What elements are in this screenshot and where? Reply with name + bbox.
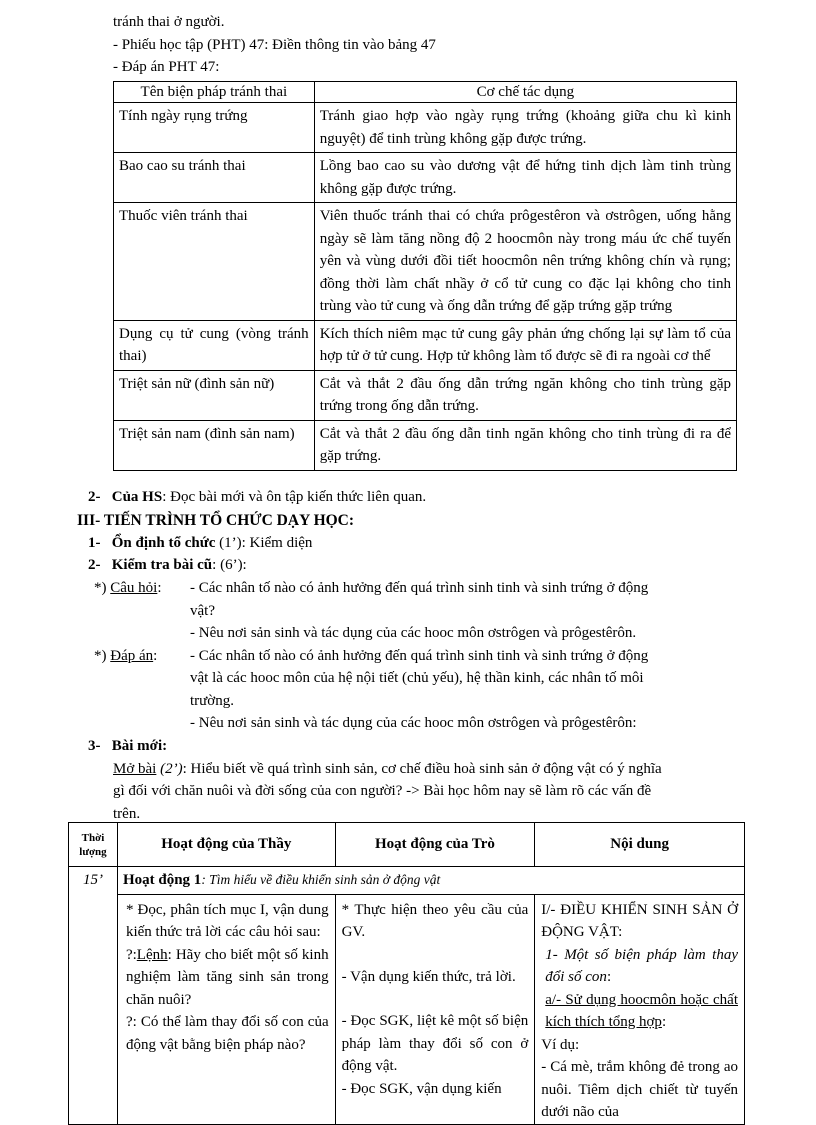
lesson-table-header-row: [69, 823, 745, 867]
student-cell: [335, 894, 535, 1124]
lesson-intro-label: Mở bài: [113, 761, 157, 777]
content-h3: [541, 989, 738, 1034]
answer-label: [94, 648, 157, 665]
method-cell: Dụng cụ tử cung (vòng tránh thai): [114, 320, 315, 370]
lesson-intro-line-3: trên.: [113, 806, 141, 822]
student-prep-text: : Đọc bài mới và ôn tập kiến thức liên quan.: [162, 489, 427, 505]
activity-body-row: [69, 894, 745, 1124]
table-row: [114, 153, 737, 203]
activity-label: Hoạt động 1: [122, 872, 202, 888]
teacher-p2-prefix: ?:: [125, 946, 137, 963]
student-p1: * Thực hiện theo yêu cầu của GV.: [341, 901, 529, 940]
question-line-1b: vật?: [190, 603, 215, 619]
content-example: Ví dụ:: [541, 1036, 580, 1053]
mechanism-cell: Cắt và thắt 2 đầu ống dẫn trứng ngăn không cho tinh trùng gặp trứng trong ống dẫn trứng.: [314, 370, 736, 420]
table-row: [114, 420, 737, 470]
teacher-p3: ?: Có thể làm thay đổi số con của động vật bằng biện pháp nào?: [125, 1014, 329, 1053]
student-prep-label: Của HS: [111, 489, 163, 505]
lesson-table: [68, 822, 745, 1125]
question-label: [94, 580, 162, 597]
header-content: Nội dung: [535, 823, 745, 867]
mechanism-cell: Tránh giao hợp vào ngày rụng trứng (khoảng giữa chu kì kinh nguyệt) để tinh trùng không gặp được trứng.: [314, 103, 736, 153]
intro-line-3: - Đáp án PHT 47:: [113, 59, 220, 75]
method-cell: Triệt sản nữ (đình sản nữ): [114, 370, 315, 420]
lesson-intro-line-1: [113, 761, 662, 778]
header-student: Hoạt động của Trò: [335, 823, 535, 867]
question-colon: :: [157, 580, 162, 596]
table-row: [114, 103, 737, 153]
step-3-num: 3-: [88, 738, 101, 754]
step-1-label: Ổn định tổ chức: [111, 535, 216, 551]
activity-time: 15’: [69, 867, 118, 1125]
intro-line-1: tránh thai ở người.: [113, 14, 225, 30]
section-title: III- TIẾN TRÌNH TỔ CHỨC DẠY HỌC:: [77, 512, 355, 529]
step-3: [88, 738, 167, 755]
content-h2-colon: :: [606, 969, 612, 985]
step-1: [88, 535, 312, 552]
content-h2-text: 1- Một số biện pháp làm thay đổi số con: [545, 946, 738, 985]
answer-line-2: - Nêu nơi sản sinh và tác dụng của các hooc môn ơstrôgen và prôgestêrôn:: [190, 715, 637, 731]
step-3-label: Bài mới:: [111, 738, 168, 754]
activity-row: [69, 867, 745, 895]
table-header-method: Tên biện pháp tránh thai: [114, 82, 315, 103]
header-teacher: Hoạt động của Thầy: [117, 823, 335, 867]
answer-line-1b: vật là các hooc môn của hệ nội tiết (chủ yếu), hệ thần kinh, các nhân tố môi: [190, 670, 644, 686]
question-label-text: Câu hỏi: [110, 580, 158, 596]
table-row: [114, 370, 737, 420]
question-marker: *): [94, 580, 107, 596]
step-1-text: (1’): Kiểm diện: [215, 535, 313, 551]
answer-colon: :: [153, 648, 158, 664]
content-paragraph: - Cá mè, trắm không đẻ trong ao nuôi. Tiêm dịch chiết từ tuyến dưới não của: [541, 1059, 738, 1120]
method-cell: Triệt sản nam (đình sản nam): [114, 420, 315, 470]
student-prep: [88, 489, 426, 506]
teacher-cell: [117, 894, 335, 1124]
question-line-1: - Các nhân tố nào có ảnh hưởng đến quá trình sinh tinh và sinh trứng ở động: [190, 580, 649, 596]
header-time: Thời lượng: [69, 823, 118, 867]
method-cell: Thuốc viên tránh thai: [114, 203, 315, 321]
content-h3-colon: :: [661, 1014, 667, 1030]
method-cell: Tính ngày rụng trứng: [114, 103, 315, 153]
content-h1: I/- ĐIỀU KHIỂN SINH SẢN Ở ĐỘNG VẬT:: [541, 901, 738, 940]
intro-line-2: - Phiếu học tập (PHT) 47: Điền thông tin vào bảng 47: [113, 37, 436, 53]
answer-label-text: Đáp án: [110, 648, 154, 664]
mechanism-cell: Lồng bao cao su vào dương vật để hứng tinh dịch làm tinh trùng không gặp được trứng.: [314, 153, 736, 203]
table-header-mechanism: Cơ chế tác dụng: [314, 82, 736, 103]
teacher-p2-text: : Hãy cho biết một số kinh nghiệm làm tăng sinh sản trong chăn nuôi?: [125, 946, 329, 1008]
mechanism-cell: Cắt và thắt 2 đầu ống dẫn tinh ngăn không cho tinh trùng đi ra để gặp trứng.: [314, 420, 736, 470]
step-1-num: 1-: [88, 535, 101, 551]
activity-title-cell: [117, 867, 744, 895]
student-p4: - Đọc SGK, vận dụng kiến: [341, 1080, 502, 1097]
question-line-2: - Nêu nơi sản sinh và tác dụng của các hooc môn ơstrôgen và prôgestêrôn.: [190, 625, 637, 641]
step-2-text: : (6’):: [212, 557, 247, 573]
step-2: [88, 557, 247, 574]
teacher-p1: * Đọc, phân tích mục I, vận dung kiến thức trả lời các câu hỏi sau:: [125, 901, 329, 940]
method-cell: Bao cao su tránh thai: [114, 153, 315, 203]
step-2-label: Kiểm tra bài cũ: [111, 557, 213, 573]
content-cell: [535, 894, 745, 1124]
content-h3-text: a/- Sử dụng hoocmôn hoặc chất kích thích tổng hợp: [545, 991, 738, 1030]
table-row: [114, 203, 737, 321]
mechanism-cell: Viên thuốc tránh thai có chứa prôgestêron và ơstrôgen, uống hằng ngày sẽ làm tăng nồng độ 2 hoocmôn này trong máu ức chế tuyến yên và vùng dưới đồi tiết hoocmôn nên trứng không chín và rụng; đồng thời làm chất nhầy ở cổ tử cung co đặc lại không cho tinh trùng vào tử cung và ống dẫn trứng để gặp trứng gặp trứng: [314, 203, 736, 321]
mechanism-cell: Kích thích niêm mạc tử cung gây phản ứng chống lại sự làm tổ của hợp tử ở tử cung. Hợp tử không làm tổ được sẽ đi ra ngoài cơ thể: [314, 320, 736, 370]
table-header-row: [114, 82, 737, 103]
student-p3: - Đọc SGK, liệt kê một số biện pháp làm thay đổi số con ở động vật.: [341, 1013, 529, 1074]
step-2-num: 2-: [88, 557, 101, 573]
teacher-p2: [126, 944, 329, 1012]
content-h2: [541, 944, 738, 989]
teacher-p2-label: Lệnh: [136, 946, 168, 963]
student-prep-num: 2-: [88, 489, 101, 505]
lesson-intro-time: (2’): [156, 761, 183, 777]
activity-title: : Tìm hiểu về điều khiển sinh sản ở động vật: [201, 872, 441, 887]
lesson-intro-line-2: gì đối với chăn nuôi và đời sống của con người? -> Bài học hôm nay sẽ làm rõ các vấn đề: [113, 783, 652, 799]
answer-line-1c: trường.: [190, 693, 234, 709]
lesson-intro-text-1: : Hiểu biết về quá trình sinh sản, cơ chế điều hoà sinh sản ở động vật có ý nghĩa: [182, 761, 662, 777]
answer-marker: *): [94, 648, 107, 664]
contraception-table: [113, 81, 737, 471]
answer-line-1: - Các nhân tố nào có ảnh hưởng đến quá trình sinh tinh và sinh trứng ở động: [190, 648, 649, 664]
table-row: [114, 320, 737, 370]
student-p2: - Vận dụng kiến thức, trả lời.: [341, 968, 516, 985]
